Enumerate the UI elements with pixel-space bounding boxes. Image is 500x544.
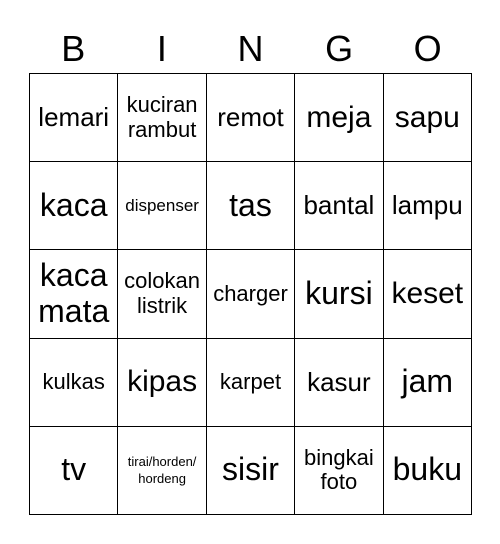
bingo-cell[interactable]: karpet bbox=[207, 339, 295, 427]
bingo-cell[interactable]: lampu bbox=[384, 162, 472, 250]
bingo-cell[interactable]: kaca bbox=[30, 162, 118, 250]
bingo-cell[interactable]: charger bbox=[207, 250, 295, 338]
bingo-cell[interactable]: jam bbox=[384, 339, 472, 427]
bingo-header bbox=[29, 26, 472, 72]
bingo-board bbox=[29, 73, 472, 515]
header-letter-n: N bbox=[237, 28, 264, 69]
bingo-cell[interactable]: remot bbox=[207, 74, 295, 162]
bingo-cell[interactable]: bantal bbox=[295, 162, 383, 250]
bingo-cell[interactable]: sisir bbox=[207, 427, 295, 515]
bingo-cell[interactable]: kulkas bbox=[30, 339, 118, 427]
bingo-cell[interactable]: kursi bbox=[295, 250, 383, 338]
bingo-cell[interactable]: bingkai foto bbox=[295, 427, 383, 515]
bingo-cell[interactable]: kasur bbox=[295, 339, 383, 427]
bingo-cell[interactable]: buku bbox=[384, 427, 472, 515]
bingo-cell[interactable]: keset bbox=[384, 250, 472, 338]
bingo-cell[interactable]: kipas bbox=[118, 339, 206, 427]
bingo-cell[interactable]: meja bbox=[295, 74, 383, 162]
bingo-cell[interactable]: tirai/horden/ hordeng bbox=[118, 427, 206, 515]
header-letter-b: B bbox=[61, 28, 86, 69]
bingo-cell[interactable]: kaca mata bbox=[30, 250, 118, 338]
header-letter-o: O bbox=[413, 28, 442, 69]
header-letter-g: G bbox=[325, 28, 354, 69]
bingo-cell[interactable]: sapu bbox=[384, 74, 472, 162]
bingo-cell[interactable]: tv bbox=[30, 427, 118, 515]
bingo-cell[interactable]: colokan listrik bbox=[118, 250, 206, 338]
header-letter-i: I bbox=[156, 28, 167, 69]
bingo-cell[interactable]: lemari bbox=[30, 74, 118, 162]
bingo-cell[interactable]: kuciran rambut bbox=[118, 74, 206, 162]
bingo-cell[interactable]: dispenser bbox=[118, 162, 206, 250]
bingo-cell[interactable]: tas bbox=[207, 162, 295, 250]
